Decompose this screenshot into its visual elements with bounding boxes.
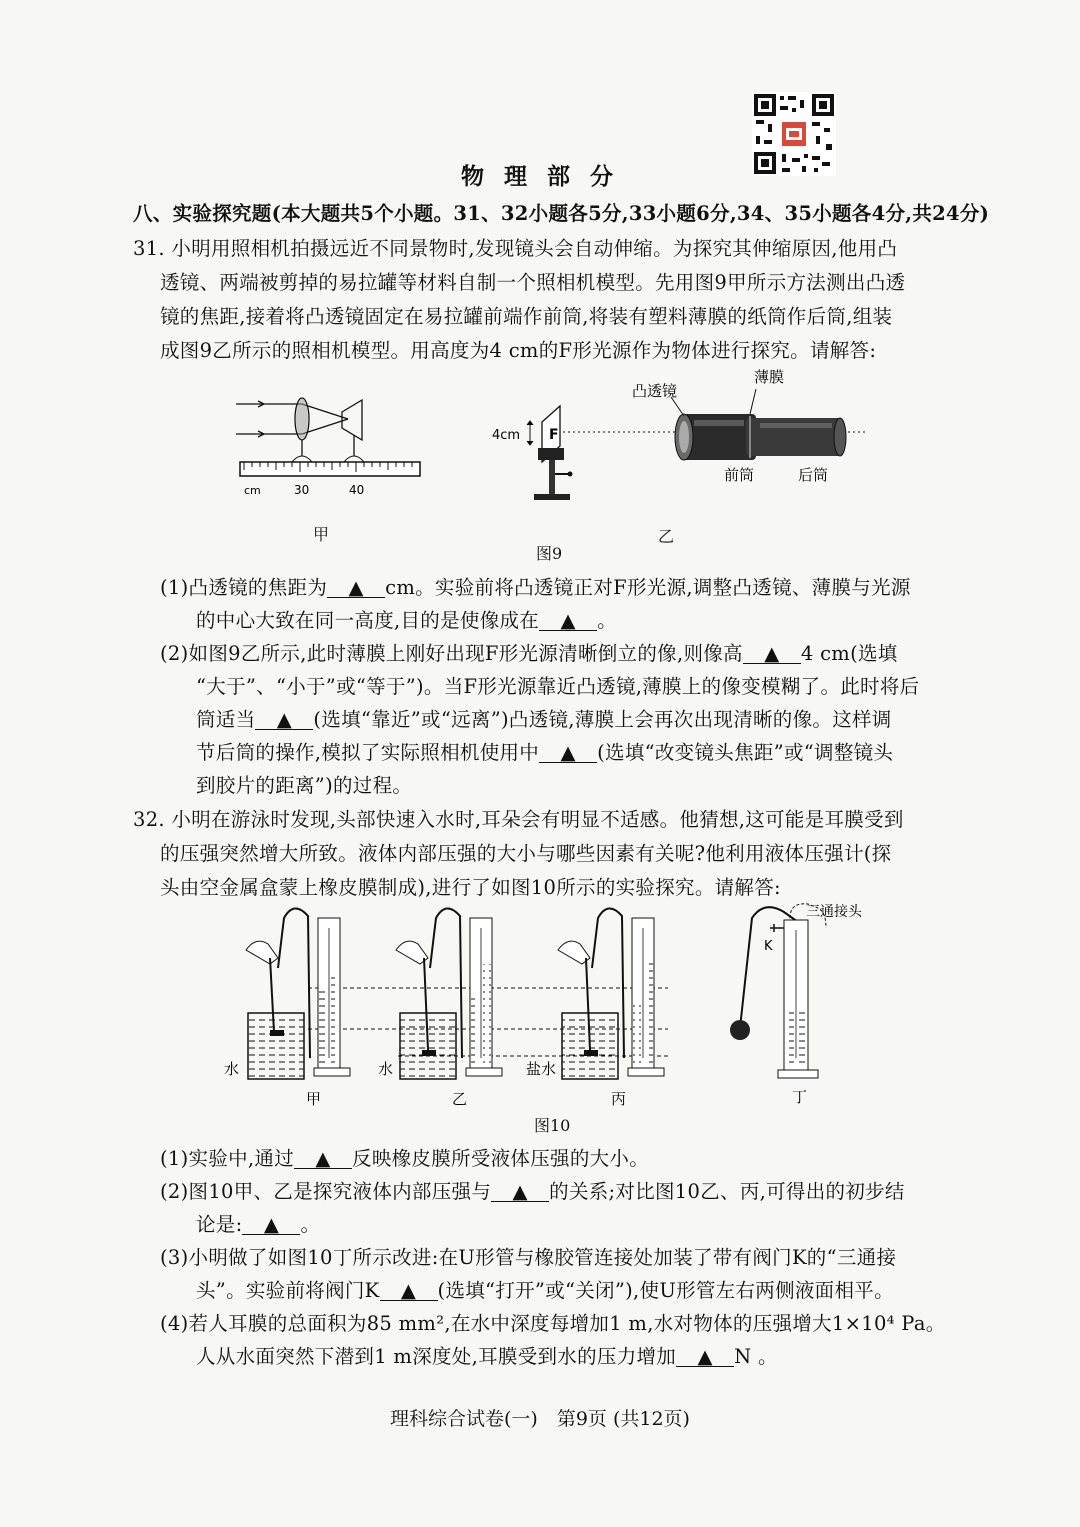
q31-sub2-line4: 节后筒的操作,模拟了实际照相机使用中 ▲ (选填“改变镜头焦距”或“调整镜头 — [196, 741, 894, 764]
fig10-label-ding: 丁 — [792, 1088, 808, 1106]
figure-9-jia — [230, 390, 430, 502]
q32-sub1: (1)实验中,通过 ▲ 反映橡皮膜所受液体压强的大小。 — [160, 1147, 650, 1170]
q31-line-1: 31. 小明用照相机拍摄远近不同景物时,发现镜头会自动伸缩。为探究其伸缩原因,他用凸 — [133, 237, 898, 260]
q31-sub2-line2: “大于”、“小于”或“等于”)。当F形光源靠近凸透镜,薄膜上的像变模糊了。此时将后 — [196, 675, 920, 698]
answer-blank[interactable]: ▲ — [255, 710, 313, 730]
q32-line-1: 32. 小明在游泳时发现,头部快速入水时,耳朵会有明显不适感。他猜想,这可能是耳膜受到 — [133, 808, 904, 831]
figure-9-jia-label: 甲 — [313, 525, 330, 544]
q31-line-4: 成图9乙所示的照相机模型。用高度为4 cm的F形光源作为物体进行探究。请解答: — [160, 339, 877, 362]
q32-sub3-line2: 头”。实验前将阀门K ▲ (选填“打开”或“关闭”),使U形管左右两侧液面相平。 — [196, 1279, 894, 1302]
fig10-label-jia: 甲 — [306, 1090, 322, 1108]
answer-blank[interactable]: ▲ — [491, 1182, 549, 1202]
film-label: 薄膜 — [754, 368, 785, 386]
q32-sub2-line1: (2)图10甲、乙是探究液体内部压强与 ▲ 的关系;对比图10乙、丙,可得出的初步结 — [160, 1180, 905, 1203]
answer-blank[interactable]: ▲ — [380, 1281, 438, 1301]
ruler-tick-40: 40 — [349, 483, 365, 497]
f-letter: F — [549, 427, 559, 443]
page-footer: 理科综合试卷(一) 第9页 (共12页) — [390, 1408, 690, 1430]
water-label-1: 水 — [224, 1060, 240, 1078]
q32-sub4-line2: 人从水面突然下潜到1 m深度处,耳膜受到水的压力增加 ▲ N 。 — [196, 1345, 778, 1368]
q31-sub2-line3: 筒适当 ▲ (选填“靠近”或“远离”)凸透镜,薄膜上会再次出现清晰的像。这样调 — [196, 708, 892, 731]
apparatus-bing — [558, 908, 664, 1079]
figure-9-yi — [488, 362, 878, 512]
q32-sub2-line2: 论是: ▲ 。 — [196, 1213, 321, 1236]
answer-blank[interactable]: ▲ — [539, 743, 597, 763]
figure-9-yi-label: 乙 — [658, 527, 675, 546]
q32-line-2: 的压强突然增大所致。液体内部压强的大小与哪些因素有关呢?他利用液体压强计(探 — [160, 842, 892, 865]
fig10-label-yi: 乙 — [452, 1090, 468, 1108]
ruler-tick-30: 30 — [294, 483, 310, 497]
q31-line-2: 透镜、两端被剪掉的易拉罐等材料自制一个照相机模型。先用图9甲所示方法测出凸透 — [160, 271, 906, 294]
section-heading: 八、实验探究题(本大题共5个小题。31、32小题各5分,33小题6分,34、35小题各4分,共24分) — [133, 202, 990, 225]
answer-blank[interactable]: ▲ — [294, 1149, 352, 1169]
q32-sub3-line1: (3)小明做了如图10丁所示改进:在U形管与橡胶管连接处加装了带有阀门K的“三通接 — [160, 1246, 897, 1269]
answer-blank[interactable]: ▲ — [676, 1347, 734, 1367]
valve-k: K — [764, 939, 773, 954]
water-label-2: 水 — [378, 1060, 394, 1078]
joint-label: 三通接头 — [806, 904, 862, 920]
q31-sub2-line1: (2)如图9乙所示,此时薄膜上刚好出现F形光源清晰倒立的像,则像高 ▲ 4 cm(选填 — [160, 642, 898, 665]
q31-sub1-line2: 的中心大致在同一高度,目的是使像成在 ▲ 。 — [196, 609, 617, 632]
salt-water-label: 盐水 — [526, 1060, 557, 1078]
apparatus-yi — [396, 908, 502, 1079]
figure-9-caption: 图9 — [536, 544, 563, 563]
q31-sub2-line5: 到胶片的距离”)的过程。 — [196, 774, 413, 797]
ruler-unit: cm — [244, 484, 261, 497]
front-tube-label: 前筒 — [724, 466, 755, 484]
apparatus-jia — [246, 908, 350, 1079]
back-tube-label: 后筒 — [798, 466, 829, 484]
page-title: 物 理 部 分 — [460, 163, 620, 190]
figure-10-caption: 图10 — [534, 1116, 571, 1135]
answer-blank[interactable]: ▲ — [539, 611, 597, 631]
q31-line-3: 镜的焦距,接着将凸透镜固定在易拉罐前端作前筒,将装有塑料薄膜的纸筒作后筒,组装 — [160, 305, 893, 328]
figure-10 — [218, 898, 898, 1113]
answer-blank[interactable]: ▲ — [242, 1215, 300, 1235]
lens-label: 凸透镜 — [632, 382, 678, 400]
answer-blank[interactable]: ▲ — [743, 644, 801, 664]
height-label: 4cm — [492, 428, 521, 443]
q32-sub4-line1: (4)若人耳膜的总面积为85 mm²,在水中深度每增加1 m,水对物体的压强增大1×10⁴ Pa。 — [160, 1312, 946, 1335]
apparatus-ding — [730, 903, 863, 1078]
q31-sub1-line1: (1)凸透镜的焦距为 ▲ cm。实验前将凸透镜正对F形光源,调整凸透镜、薄膜与光源 — [160, 576, 911, 599]
answer-blank[interactable]: ▲ — [327, 578, 385, 598]
q32-line-3: 头由空金属盒蒙上橡皮膜制成),进行了如图10所示的实验探究。请解答: — [160, 876, 781, 899]
fig10-label-bing: 丙 — [611, 1090, 627, 1108]
